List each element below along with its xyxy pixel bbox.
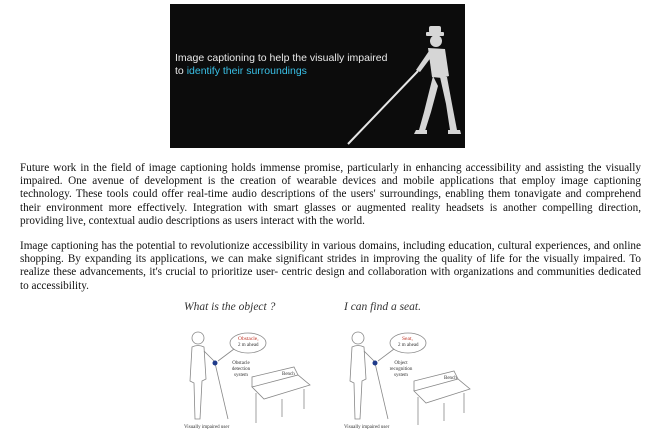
- paragraph-1: Future work in the field of image captioning holds immense promise, particularly in enhancing accessibility and assisting the visually impaired. One avenue of development is the creation of wearable devices and mobile applications that employ image captioning technology. These tools could offer real-time audio descriptions of the users' surroundings, enabling them tonavigate and comprehend their environment more effectively. Integration with smart glasses or augmented reality headsets is another compelling direction, providing live, contextual audio descriptions as users interact with the world.: [20, 162, 641, 227]
- bubble-sub-right: 2 m ahead: [398, 343, 419, 348]
- bench-label-right: Bench: [444, 376, 457, 381]
- system-label-left: Obstacle detection system: [231, 361, 251, 378]
- accessibility-figure: [170, 301, 470, 436]
- banner-subtitle: [175, 65, 307, 77]
- user-label-left: Visually impaired user: [184, 425, 230, 430]
- sensor-device: [213, 361, 218, 366]
- figure-panel-obstacle: [170, 301, 320, 436]
- figure-panel-seat: [330, 301, 480, 436]
- banner-subtitle-prefix: to: [175, 65, 187, 77]
- system-label-right: Object recognition system: [389, 361, 413, 378]
- banner-image: [170, 4, 465, 148]
- user-label-right: Visually impaired user: [344, 425, 390, 430]
- banner-title: Image captioning to help the visually impaired: [175, 52, 388, 64]
- bubble-title-right: Seat,: [402, 336, 413, 342]
- question-right: I can find a seat.: [344, 301, 421, 313]
- bubble-title-left: Obstacle,: [238, 336, 259, 342]
- sensor-device: [373, 361, 378, 366]
- paragraph-2: Image captioning has the potential to revolutionize accessibility in various domains, including education, cultural experiences, and online shopping. By expanding its applications, we can make significant strides in improving the quality of life for the visually impaired. To realize these advancements, it's crucial to prioritize user- centric design and collaboration with organizations and communities dedicated to accessibility.: [20, 240, 641, 292]
- bench-label-left: Bench: [282, 372, 295, 377]
- bubble-sub-left: 2 m ahead: [238, 343, 259, 348]
- question-left: What is the object ?: [184, 301, 276, 313]
- banner-subtitle-highlight: identify their surroundings: [186, 65, 307, 77]
